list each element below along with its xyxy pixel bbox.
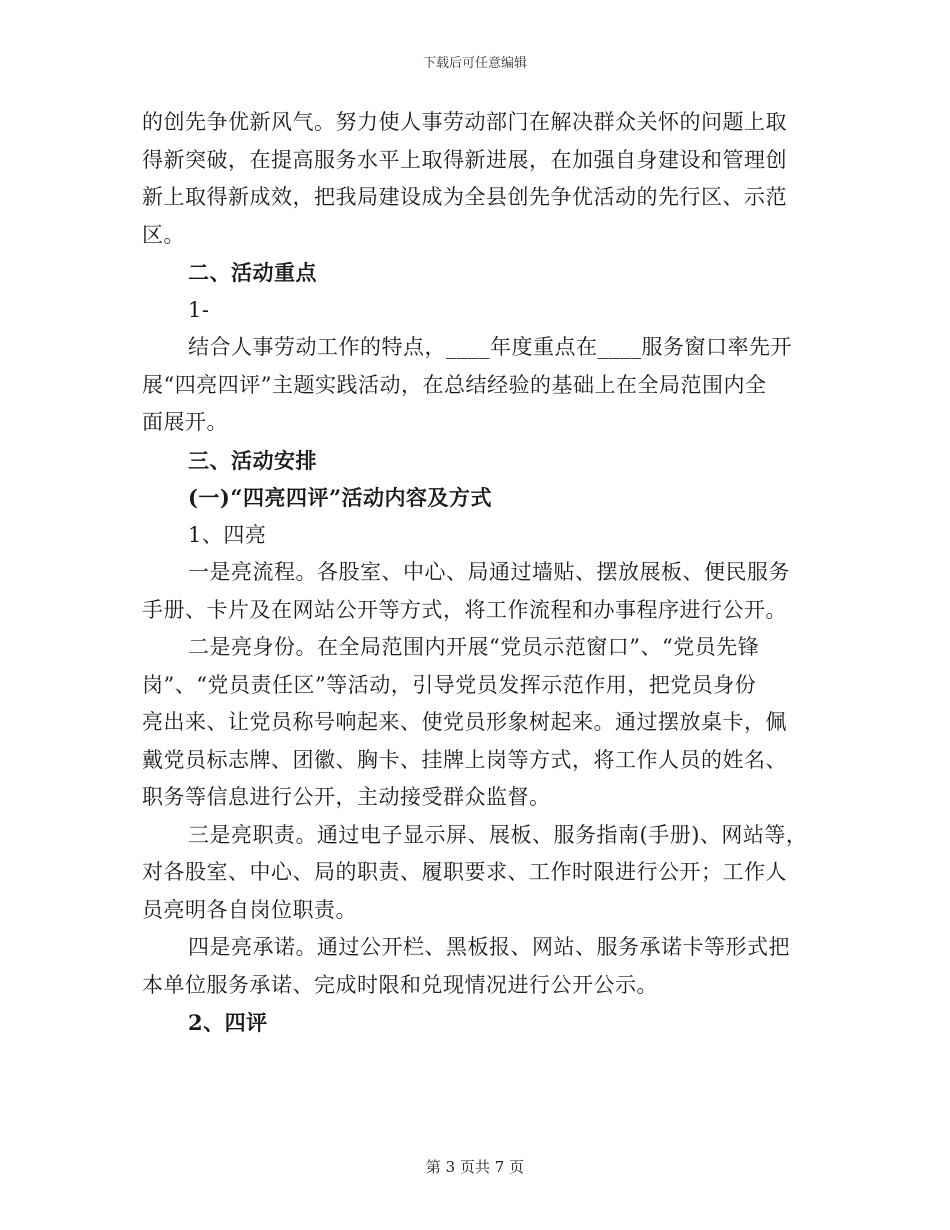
item-heading: 2、四评	[188, 1010, 268, 1035]
body-line: 的创先争优新风气。努力使人事劳动部门在解决群众关怀的问题上取	[142, 110, 787, 134]
body-line: 职务等信息进行公开，主动接受群众监督。	[142, 785, 551, 809]
body-line: 对各股室、中心、局的职责、履职要求、工作时限进行公开；工作人	[142, 860, 787, 884]
body-line: 区。	[142, 222, 185, 247]
paragraph-start: 三是亮职责。通过电子显示屏、展板、服务指南(手册)、网站等，	[188, 822, 808, 847]
body-line: 本单位服务承诺、完成时限和兑现情况进行公开公示。	[142, 972, 658, 997]
page-footer: 第 3 页共 7 页	[425, 1158, 525, 1176]
paragraph-start: 四是亮承诺。通过公开栏、黑板报、网站、服务承诺卡等形式把	[188, 935, 790, 959]
body-line: 展“四亮四评”主题实践活动，在总结经验的基础上在全局范围内全	[142, 372, 767, 397]
subsection-heading: (一)“四亮四评”活动内容及方式	[188, 485, 493, 510]
item-heading: 1、四亮	[188, 522, 267, 547]
paragraph-start: 结合人事劳动工作的特点，____年度重点在____服务窗口率先开	[188, 335, 792, 359]
paragraph-start: 二是亮身份。在全局范围内开展“党员示范窗口”、“党员先锋	[188, 635, 760, 659]
page-header: 下载后可任意编辑	[422, 56, 527, 71]
body-line: 戴党员标志牌、团徽、胸卡、挂牌上岗等方式，将工作人员的姓名、	[142, 747, 787, 772]
document-body	[142, 104, 812, 1042]
body-line: 得新突破，在提高服务水平上取得新进展，在加强自身建设和管理创	[142, 147, 787, 172]
section-heading: 二、活动重点	[188, 260, 317, 285]
body-line: 面展开。	[142, 410, 228, 434]
body-line: 手册、卡片及在网站公开等方式，将工作流程和办事程序进行公开。	[142, 597, 787, 622]
body-line: 岗”、“党员责任区”等活动，引导党员发挥示范作用，把党员身份	[142, 672, 757, 697]
section-heading: 三、活动安排	[188, 447, 317, 473]
body-line: 新上取得新成效，把我局建设成为全县创先争优活动的先行区、示范	[142, 185, 787, 209]
body-line: 1-	[188, 297, 210, 322]
body-line: 员亮明各自岗位职责。	[142, 897, 357, 922]
paragraph-start: 一是亮流程。各股室、中心、局通过墙贴、摆放展板、便民服务	[188, 560, 790, 584]
body-line: 亮出来、让党员称号响起来、使党员形象树起来。通过摆放桌卡，佩	[142, 710, 787, 734]
